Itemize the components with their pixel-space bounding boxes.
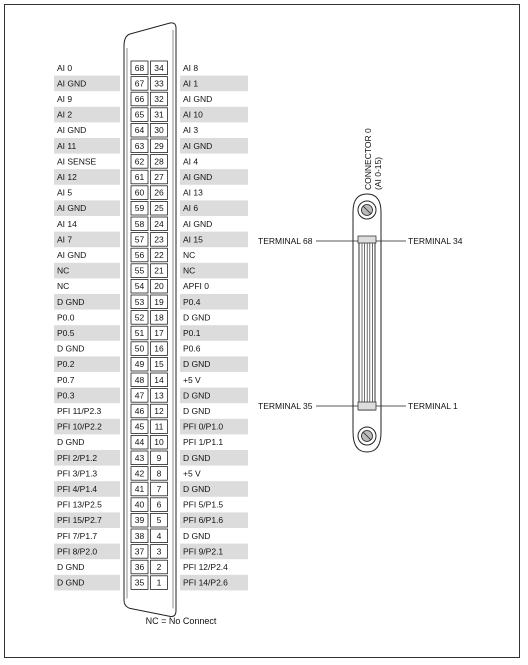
pin-row [54, 169, 248, 185]
right-pin-number: 12 [154, 406, 164, 416]
right-pin-number: 21 [154, 265, 164, 276]
left-signal-label: PFI 3/P1.3 [57, 468, 98, 479]
right-signal-label: P0.4 [183, 296, 201, 307]
right-pin-number: 17 [154, 328, 164, 338]
right-pin-number: 3 [156, 546, 162, 557]
right-signal-label: P0.6 [183, 343, 201, 354]
left-pin-number: 43 [134, 452, 145, 463]
pin-field-bottom-cap [358, 402, 376, 410]
pin-row [57, 467, 201, 481]
right-signal-label: NC [183, 265, 196, 276]
left-pin-number: 39 [134, 515, 145, 526]
right-pin-number: 8 [156, 468, 162, 479]
right-signal-label: AI 1 [183, 78, 199, 89]
left-pin-number: 56 [134, 250, 145, 260]
pin-row [57, 498, 223, 512]
right-pin-number: 23 [154, 234, 164, 245]
right-signal-label: PFI 9/P2.1 [183, 546, 224, 557]
pin-row [54, 232, 248, 248]
left-pin-number: 35 [134, 577, 145, 588]
right-pin-number: 7 [156, 484, 162, 494]
left-signal-label: D GND [57, 562, 85, 572]
pin-row [57, 279, 209, 293]
left-signal-label: NC [57, 265, 70, 276]
left-signal-label: PFI 8/P2.0 [57, 546, 98, 557]
right-pin-number: 31 [154, 109, 164, 120]
right-pin-number: 33 [154, 78, 164, 89]
right-signal-label: D GND [183, 312, 211, 323]
left-signal-label: AI 7 [57, 234, 73, 245]
right-pin-number: 20 [154, 281, 164, 292]
left-pin-number: 53 [134, 296, 145, 307]
connector-title: CONNECTOR 0 [363, 128, 373, 190]
left-signal-label: PFI 4/P1.4 [57, 484, 98, 494]
pin-row [57, 155, 198, 169]
pin-row [57, 61, 198, 75]
left-pin-number: 60 [134, 187, 145, 198]
left-signal-label: PFI 15/P2.7 [57, 515, 102, 526]
right-signal-label: PFI 5/P1.5 [183, 499, 224, 510]
pin-row [57, 92, 212, 106]
connector-side-view [258, 128, 463, 452]
right-pin-number: 16 [154, 343, 164, 354]
left-signal-label: AI GND [57, 203, 87, 214]
left-signal-label: D GND [57, 437, 85, 448]
right-signal-label: D GND [183, 452, 211, 463]
legend-nc-note: NC = No Connect [145, 616, 217, 626]
left-pin-number: 49 [134, 359, 145, 370]
right-signal-label: D GND [183, 406, 211, 416]
right-pin-number: 5 [156, 515, 162, 526]
pin-row [57, 342, 201, 356]
pin-row [54, 575, 248, 591]
right-pin-number: 15 [154, 359, 164, 370]
pin-row [57, 217, 212, 231]
pin-field-top-cap [358, 236, 376, 243]
terminal-1-label: TERMINAL 1 [408, 401, 458, 411]
terminal-35-label: TERMINAL 35 [258, 401, 313, 411]
right-signal-label: +5 V [183, 374, 201, 385]
left-signal-label: P0.3 [57, 390, 75, 401]
pin-row [54, 356, 248, 372]
pin-row [54, 325, 248, 341]
right-signal-label: AI 6 [183, 203, 199, 214]
right-pin-number: 18 [154, 312, 164, 323]
pin-row [54, 450, 248, 466]
left-pin-number: 45 [134, 421, 145, 432]
pin-row [57, 248, 195, 262]
left-pin-number: 61 [134, 172, 145, 182]
left-signal-label: AI 14 [57, 218, 77, 229]
right-signal-label: D GND [183, 359, 211, 370]
pin-row [54, 419, 248, 435]
right-signal-label: D GND [183, 390, 211, 401]
right-signal-label: AI 15 [183, 234, 203, 245]
left-signal-label: P0.5 [57, 328, 75, 338]
left-pin-number: 51 [134, 328, 145, 338]
left-pin-number: 50 [134, 343, 145, 354]
pin-row [57, 529, 210, 543]
right-signal-label: PFI 0/P1.0 [183, 421, 224, 432]
left-pin-number: 63 [134, 140, 145, 151]
left-signal-label: P0.0 [57, 312, 75, 323]
right-signal-label: P0.1 [183, 328, 201, 338]
left-signal-label: AI 5 [57, 187, 73, 198]
right-signal-label: PFI 12/P2.4 [183, 562, 228, 572]
right-signal-label: D GND [183, 530, 211, 541]
right-pin-number: 19 [154, 296, 164, 307]
right-signal-label: PFI 6/P1.6 [183, 515, 224, 526]
pin-row [54, 388, 248, 404]
left-signal-label: P0.7 [57, 374, 75, 385]
left-signal-label: NC [57, 281, 70, 292]
left-pin-number: 52 [134, 312, 145, 323]
pin-row [57, 311, 210, 325]
right-pin-number: 13 [154, 390, 164, 401]
right-pin-number: 9 [156, 452, 162, 463]
right-signal-label: AI 13 [183, 187, 203, 198]
left-signal-label: AI 11 [57, 140, 77, 151]
right-pin-number: 24 [154, 218, 164, 229]
left-pin-number: 59 [134, 203, 145, 214]
right-signal-label: +5 V [183, 468, 201, 479]
pin-row [57, 435, 223, 449]
left-pin-number: 58 [134, 218, 145, 229]
right-pin-number: 30 [154, 125, 164, 136]
right-signal-label: APFI 0 [183, 281, 209, 292]
pin-row [57, 560, 228, 574]
pin-row [54, 544, 248, 560]
terminal-68-label: TERMINAL 68 [258, 236, 313, 246]
left-pin-number: 55 [134, 265, 145, 276]
left-pin-number: 41 [134, 484, 145, 494]
pin-row [57, 404, 210, 418]
right-signal-label: D GND [183, 484, 211, 494]
right-pin-number: 2 [156, 562, 162, 572]
left-pin-number: 47 [134, 390, 145, 401]
left-pin-number: 54 [134, 281, 145, 292]
left-pin-number: 36 [134, 562, 145, 572]
left-pin-number: 67 [134, 78, 145, 89]
connector-subtitle: (AI 0-15) [373, 156, 383, 190]
left-signal-label: AI GND [57, 78, 87, 89]
right-signal-label: AI GND [183, 218, 213, 229]
left-signal-label: AI SENSE [57, 156, 97, 167]
left-signal-label: PFI 11/P2.3 [57, 406, 102, 416]
right-pin-number: 26 [154, 187, 164, 198]
terminal-34-label: TERMINAL 34 [408, 236, 463, 246]
left-pin-number: 62 [134, 156, 145, 167]
connector-shell [124, 23, 176, 617]
left-pin-number: 38 [134, 530, 145, 541]
left-signal-label: D GND [57, 577, 85, 588]
right-signal-label: AI 10 [183, 109, 203, 120]
right-pin-number: 6 [156, 499, 162, 510]
left-signal-label: D GND [57, 296, 85, 307]
left-signal-label: D GND [57, 343, 85, 354]
pin-rows [54, 61, 248, 590]
left-pin-number: 46 [134, 406, 145, 416]
pin-row [54, 76, 248, 92]
left-pin-number: 68 [134, 62, 145, 73]
right-signal-label: AI GND [183, 140, 213, 151]
left-signal-label: AI 12 [57, 172, 77, 182]
right-pin-number: 14 [154, 374, 164, 385]
right-pin-number: 25 [154, 203, 164, 214]
pin-row [54, 200, 248, 216]
left-signal-label: PFI 13/P2.5 [57, 499, 102, 510]
pin-row [54, 263, 248, 279]
pin-row [54, 138, 248, 154]
left-pin-number: 65 [134, 109, 145, 120]
pin-row [54, 294, 248, 310]
left-signal-label: PFI 2/P1.2 [57, 452, 98, 463]
left-signal-label: AI 2 [57, 109, 73, 120]
pin-row [57, 123, 198, 137]
right-signal-label: AI 4 [183, 156, 199, 167]
right-pin-number: 28 [154, 156, 164, 167]
right-signal-label: AI GND [183, 94, 213, 104]
left-pin-number: 44 [134, 437, 145, 448]
right-signal-label: AI GND [183, 172, 213, 182]
pin-row [54, 107, 248, 123]
right-pin-number: 27 [154, 172, 164, 182]
right-signal-label: AI 8 [183, 62, 199, 73]
right-signal-label: AI 3 [183, 125, 199, 136]
left-pin-number: 48 [134, 374, 145, 385]
right-pin-number: 10 [154, 437, 164, 448]
pin-row [57, 373, 201, 387]
left-pin-number: 37 [134, 546, 145, 557]
left-signal-label: PFI 10/P2.2 [57, 421, 102, 432]
left-pin-number: 57 [134, 234, 145, 245]
right-pin-number: 29 [154, 140, 164, 151]
connector-outline [124, 23, 176, 617]
left-signal-label: AI GND [57, 250, 87, 260]
left-signal-label: PFI 7/P1.7 [57, 530, 98, 541]
right-pin-number: 34 [154, 62, 164, 73]
right-pin-number: 22 [154, 250, 164, 260]
right-pin-number: 1 [156, 577, 162, 588]
right-signal-label: PFI 1/P1.1 [183, 437, 224, 448]
pin-row [54, 481, 248, 497]
right-pin-number: 4 [156, 530, 162, 541]
pin-row [54, 512, 248, 528]
right-signal-label: NC [183, 250, 196, 260]
left-pin-number: 42 [134, 468, 145, 479]
left-pin-number: 40 [134, 499, 145, 510]
right-pin-number: 11 [154, 421, 164, 432]
right-pin-number: 32 [154, 94, 164, 104]
left-pin-number: 64 [134, 125, 145, 136]
left-signal-label: AI 9 [57, 94, 73, 104]
left-signal-label: AI GND [57, 125, 87, 136]
right-signal-label: PFI 14/P2.6 [183, 577, 228, 588]
left-signal-label: P0.2 [57, 359, 75, 370]
left-signal-label: AI 0 [57, 62, 73, 73]
left-pin-number: 66 [134, 94, 145, 104]
pin-row [57, 186, 203, 200]
